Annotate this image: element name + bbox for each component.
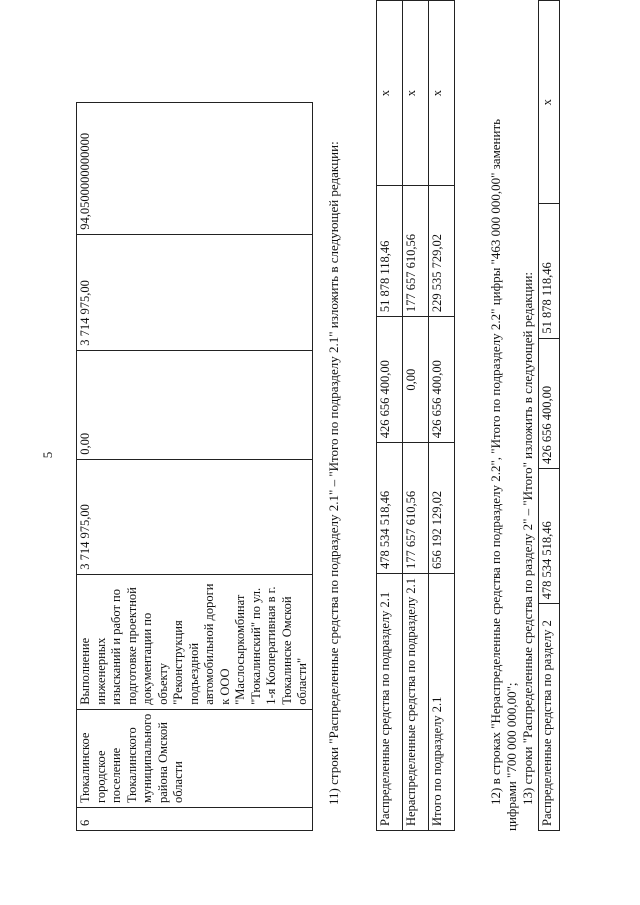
amount-cell: 478 534 518,46 xyxy=(377,443,403,574)
amount-cell: 426 656 400,00 xyxy=(429,317,455,443)
amount-cell: 177 657 610,56 xyxy=(403,186,429,317)
amount-cell: 426 656 400,00 xyxy=(377,317,403,443)
table-row xyxy=(403,1,429,831)
amount-cell: 426 656 400,00 xyxy=(539,338,560,468)
item-13-text: 13) строки "Распределенные средства по разделу 2" – "Итого" изложить в следующей редакции: xyxy=(520,271,535,805)
amount-cell: 478 534 518,46 xyxy=(539,469,560,604)
amount-cell: 0,00 xyxy=(403,317,429,443)
row-label: Распределенные средства по разделу 2 xyxy=(539,604,560,831)
row-label: Распределенные средства по подразделу 2.1 xyxy=(377,573,403,830)
table-row xyxy=(539,1,560,831)
amount-cell: 51 878 118,46 xyxy=(377,186,403,317)
amount-cell: 0,00 xyxy=(77,350,313,459)
municipality-cell: Тюкалинское городское поселение Тюкалинского муниципального района Омской области xyxy=(77,709,313,807)
row-number: 6 xyxy=(77,808,313,831)
subsection-2-1-table xyxy=(376,0,455,831)
objects-table xyxy=(76,102,313,831)
table-row xyxy=(377,1,403,831)
percent-cell: 94,0500000000000 xyxy=(77,102,313,234)
x-cell: х xyxy=(539,1,560,204)
amount-cell: 229 535 729,02 xyxy=(429,186,455,317)
page-number: 5 xyxy=(40,451,55,459)
amount-cell: 177 657 610,56 xyxy=(403,443,429,574)
x-cell: х xyxy=(403,1,429,186)
section-2-table xyxy=(538,0,560,831)
x-cell: х xyxy=(429,1,455,186)
work-description-cell: Выполнение инженерных изысканий и работ по подготовке проектной документации по объекту "Реконструкция подъездной автомобильной дороги к ООО "Маслосыркомбинат "Тюкалинский" по ул. 1-я Кооперативная в г. Тюкалинске Омской области" xyxy=(77,574,313,709)
row-label: Нераспределенные средства по подразделу 2.1 xyxy=(403,573,429,830)
x-cell: х xyxy=(377,1,403,186)
table-row xyxy=(77,102,313,830)
amount-cell: 3 714 975,00 xyxy=(77,459,313,574)
amount-cell: 656 192 129,02 xyxy=(429,443,455,574)
row-label: Итого по подразделу 2.1 xyxy=(429,573,455,830)
item-12-text: 12) в строках "Нераспределенные средства по подразделу 2.2", "Итого по подразделу 2.2" цифры "463 000 000,00" заменить цифрами "700 000 000,00"; xyxy=(488,118,519,831)
item-11-text: 11) строки "Распределенные средства по подразделу 2.1" – "Итого по подразделу 2.1" изложить в следующей редакции: xyxy=(326,141,341,805)
amount-cell: 51 878 118,46 xyxy=(539,204,560,338)
amount-cell: 3 714 975,00 xyxy=(77,234,313,350)
table-row xyxy=(429,1,455,831)
